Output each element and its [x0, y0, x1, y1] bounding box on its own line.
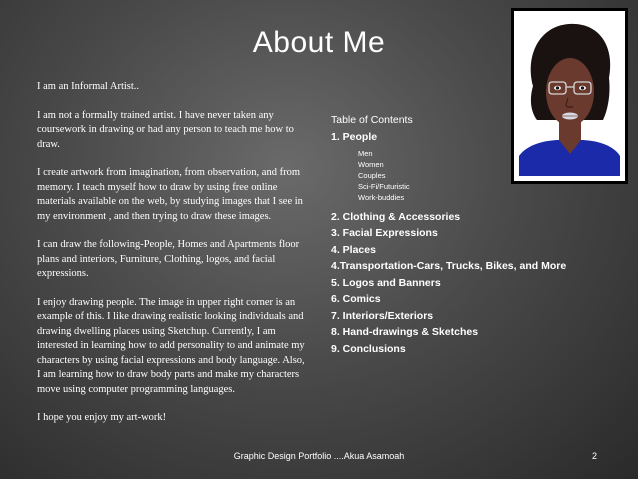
toc-item: 2. Clothing & Accessories — [331, 210, 461, 223]
bio-paragraph-3: I create artwork from imagination, from observation, and from memory. I teach myself how to draw by using free online materials available on the web, by studying images that I see in my environment , and then trying to draw these images. — [37, 167, 303, 222]
woman-portrait-icon — [519, 16, 620, 176]
bio-paragraph-2: I am not a formally trained artist. I have never taken any coursework in drawing or had any person to teach me how to draw. — [37, 109, 294, 150]
bio-paragraph-5: I enjoy drawing people. The image in upper right corner is an example of this. I like drawing realistic looking individuals and drawing dwelling places using Sketchup. Currently, I am interested in learning how to add personality to and animate my characters by using facial expressions and body language. Also, I am learning how to draw body parts and make my characters move using computer programming languages. — [37, 296, 305, 395]
bio-paragraph-4: I can draw the following-People, Homes and Apartments floor plans and interiors, Furniture, Clothing, logos, and facial expressions. — [37, 239, 300, 279]
toc-item: 3. Facial Expressions — [331, 227, 438, 239]
toc-item: 6. Comics — [331, 293, 381, 305]
toc-item: 4.Transportation-Cars, Trucks, Bikes, and More — [331, 260, 567, 272]
toc-item: 5. Logos and Banners — [331, 276, 441, 289]
page-number: 2 — [592, 451, 598, 461]
toc-item: 8. Hand-drawings & Sketches — [331, 326, 479, 338]
portrait-image — [514, 11, 625, 181]
bio-text-block — [37, 80, 309, 426]
slide-footer: Graphic Design Portfolio ....Akua Asamoah — [233, 451, 405, 461]
toc-sub-item: Men — [358, 148, 373, 158]
portrait-frame — [511, 8, 628, 184]
toc-sub-item: Couples — [358, 170, 386, 180]
toc-item-people: 1. People — [331, 131, 378, 143]
toc-sub-item: Sci-Fi/Futuristic — [358, 181, 410, 191]
toc-sub-item: Work-buddies — [358, 192, 405, 202]
toc-item: 9. Conclusions — [331, 342, 406, 355]
bio-paragraph-1: I am an Informal Artist.. — [37, 81, 140, 92]
bio-paragraph-6: I hope you enjoy my art-work! — [37, 412, 167, 423]
toc-item: 7. Interiors/Exteriors — [331, 309, 434, 322]
toc-heading: Table of Contents — [331, 114, 413, 126]
toc-item: 4. Places — [331, 243, 376, 256]
toc-sub-item: Women — [358, 159, 384, 169]
slide-title: About Me — [252, 26, 386, 59]
